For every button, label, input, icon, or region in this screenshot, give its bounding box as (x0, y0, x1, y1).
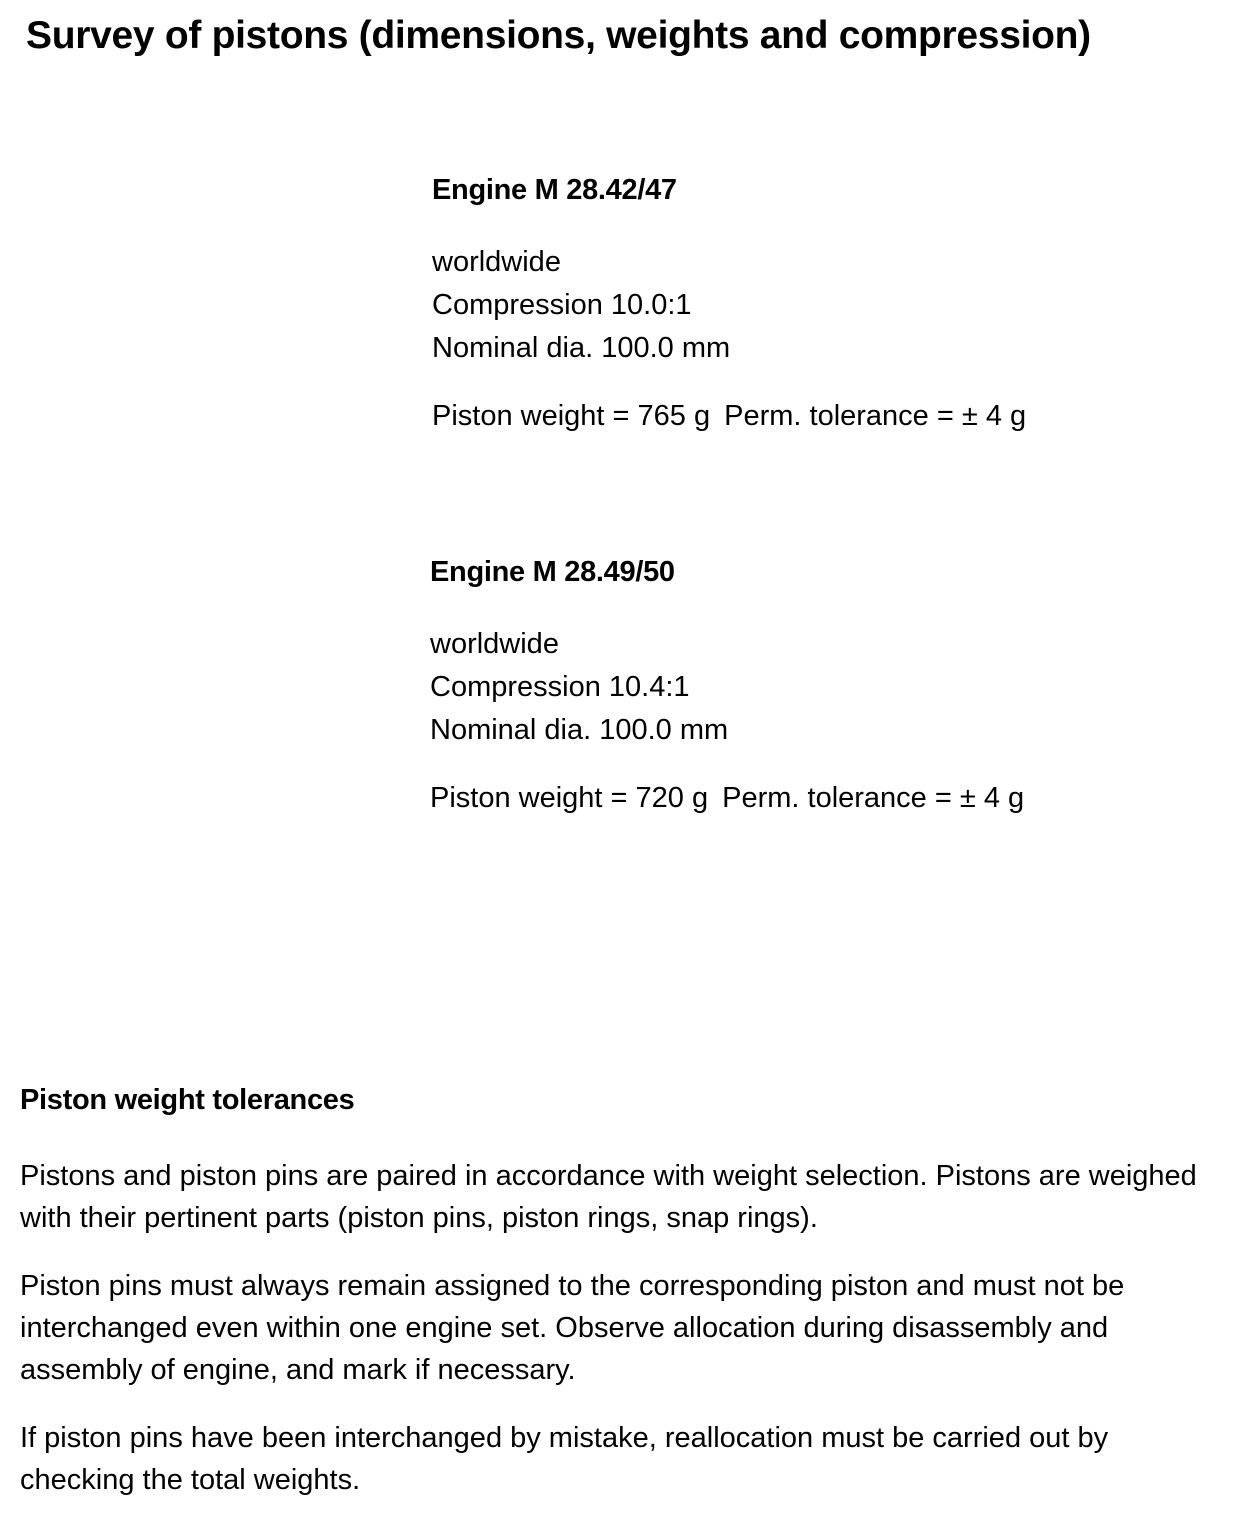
engine-region: worldwide (430, 628, 559, 660)
piston-weight: Piston weight = 720 g (430, 782, 709, 814)
engine-heading: Engine M 28.49/50 (430, 556, 675, 588)
paragraph-assignment: Piston pins must always remain assigned to the corresponding piston and must not be interchanged even within one engine set. Observe allocation during disassembly and assembly of engine, and mark if necessary. (20, 1270, 1125, 1386)
engine-region: worldwide (432, 246, 561, 278)
engine-heading: Engine M 28.42/47 (432, 174, 677, 206)
engine-nominal-diameter: Nominal dia. 100.0 mm (432, 332, 731, 364)
engine-spec-block (430, 556, 1210, 815)
paragraph-pairing: Pistons and piston pins are paired in accordance with weight selection. Pistons are weighed with their pertinent parts (piston pins, piston rings, snap rings). (20, 1160, 1197, 1234)
page-title: Survey of pistons (dimensions, weights and compression) (26, 14, 1091, 57)
engine-compression: Compression 10.4:1 (430, 671, 690, 703)
piston-weight: Piston weight = 765 g (432, 400, 711, 432)
engine-nominal-diameter: Nominal dia. 100.0 mm (430, 714, 729, 746)
engine-spec-block (432, 174, 1212, 433)
engine-compression: Compression 10.0:1 (432, 289, 692, 321)
piston-weight-tolerances-section (20, 1084, 1220, 1527)
engine-weight-line (430, 782, 1210, 815)
engine-weight-line (432, 400, 1212, 433)
permitted-tolerance: Perm. tolerance = ± 4 g (724, 400, 1027, 432)
paragraph-reallocation: If piston pins have been interchanged by mistake, reallocation must be carried out by checking the total weights. (20, 1422, 1109, 1496)
permitted-tolerance: Perm. tolerance = ± 4 g (722, 782, 1025, 814)
section-title: Piston weight tolerances (20, 1084, 355, 1116)
